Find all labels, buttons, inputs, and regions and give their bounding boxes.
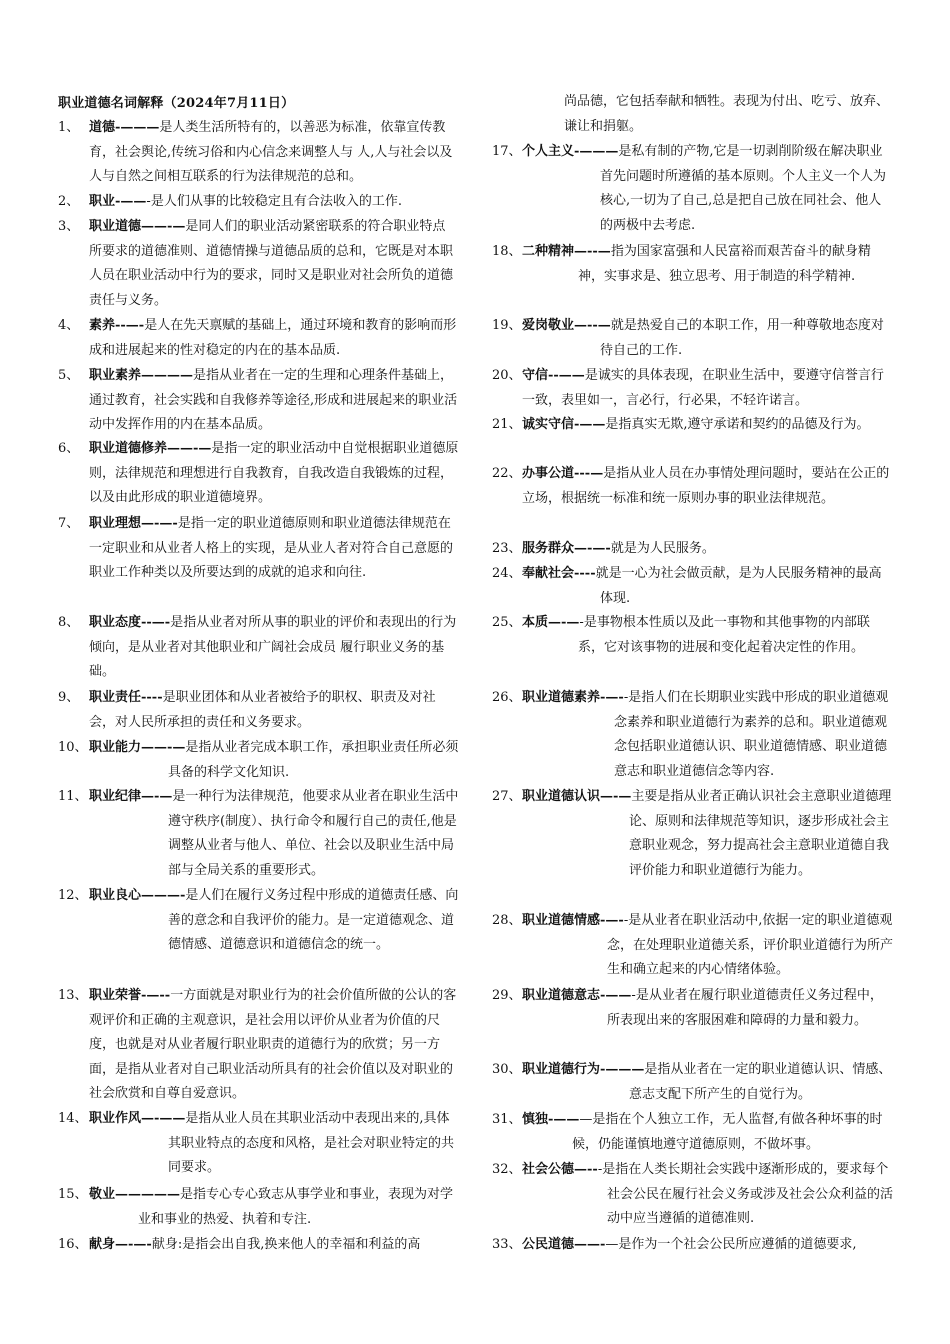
term-entry-32: 32、 社会公德—---是指在人类长期社会实践中逐渐形成的，要求每个社会公民在履行社会义务或涉及社会公众利益的活动中应当遵循的道德准则.: [492, 1162, 894, 1226]
term-entry-16: 16、 献身—-—-献身:是指会出自我,换来他人的幸福和利益的高: [58, 1237, 421, 1252]
term-entry-4: 4、 素养--—-是人在先天禀赋的基础上，通过环境和教育的影响而形成和进展起来的性对稳定的内在的基本品质.: [58, 318, 457, 358]
term-entry-21: 21、 诚实守信-——是指真实无欺,遵守承诺和契约的品德及行为。: [492, 417, 870, 432]
term-entry-11: 11、 职业纪律—-—是一种行为法律规范，他要求从业者在职业生活中遵守秩序(制度）、执行命令和履行自己的责任,他是调整从业者与他人、单位、社会以及职业生活中局部与全局关系的重要形式。: [58, 789, 459, 878]
term-entry-5: 5、 职业素养————是指从业者在一定的生理和心理条件基础上，通过教育，社会实践和自我修养等途径,形成和进展起来的职业活动中发挥作用的内在基本品质。: [58, 368, 458, 432]
term-entry-9: 9、 职业责任----是职业团体和从业者被给予的职权、职责及对社会，对人民所承担的责任和义务要求。: [58, 690, 436, 730]
term-entry-23: 23、 服务群众—-—-就是为人民服务。: [492, 541, 715, 556]
term-entry-18: 18、 二种精神—--—指为国家富强和人民富裕而艰苦奋斗的献身精神，实事求是、独立思考、用于制造的科学精神.: [492, 244, 871, 284]
term-entry-30: 30、 职业道德行为-———是指从业者在一定的职业道德认识、情感、意志支配下所产生的自觉行为。: [492, 1062, 892, 1102]
term-entry-1: 1、 道德-———是人类生活所特有的，以善恶为标准，依靠宣传教育，社会舆论,传统习俗和内心信念来调整人与 人,人与社会以及人与自然之间相互联系的行为法律规范的总和。: [58, 120, 453, 184]
term-entry-25: 25、 本质—-—-是事物根本性质以及此一事物和其他事物的内部联系，它对该事物的进展和变化起着决定性的作用。: [492, 615, 870, 655]
term-entry-17: 17、 个人主义-———是私有制的产物,它是一切剥削阶级在解决职业首先问题时所遵循的基本原则。个人主义一个人为核心,一切为了自己,总是把自己放在同社会、他人的两极中去考虑.: [492, 144, 887, 233]
term-entry-28: 28、 职业道德情感-—--是从业者在职业活动中,依据一定的职业道德观念，在处理职业道德关系，评价职业道德行为所产生和确立起来的内心情绪体验。: [492, 913, 894, 977]
continuation-text: 尚品德，它包括奉献和牺牲。表现为付出、吃亏、放弃、谦让和捐躯。: [564, 94, 890, 134]
term-entry-6: 6、 职业道德修养——-—是指一定的职业活动中自觉根据职业道德原则，法律规范和理想进行自我教育，自我改造自我锻炼的过程，以及由此形成的职业道德境界。: [58, 441, 459, 505]
term-entry-14: 14、 职业作风—-——是指从业人员在其职业活动中表现出来的,具体其职业特点的态度和风格，是社会对职业特定的共同要求。: [58, 1111, 455, 1175]
term-entry-12: 12、 职业良心———-是人们在履行义务过程中形成的道德责任感、向善的意念和自我评价的能力。是一定道德观念、道德情感、道德意识和道德信念的统一。: [58, 888, 459, 952]
term-entry-10: 10、 职业能力——-—是指从业者完成本职工作，承担职业责任所必须具备的科学文化知识.: [58, 740, 459, 780]
document-title: 职业道德名词解释（2024年7月11日）: [58, 96, 295, 111]
term-entry-7: 7、 职业理想—-—-是指一定的职业道德原则和职业道德法律规范在一定职业和从业者人格上的实现，是从业人者对符合自己意愿的职业工作种类以及所要达到的成就的追求和向往.: [58, 516, 454, 580]
term-entry-2: 2、 职业-——-是人们从事的比较稳定且有合法收入的工作.: [58, 194, 402, 209]
term-entry-8: 8、 职业态度--—-是指从业者对所从事的职业的评价和表现出的行为倾向，是从业者对其他职业和广阔社会成员 履行职业义务的基础。: [58, 615, 457, 679]
term-entry-22: 22、 办事公道---—是指从业人员在办事情处理问题时，要站在公正的立场，根据统一标准和统一原则办事的职业法律规范。: [492, 466, 890, 506]
term-entry-26: 26、 职业道德素养-—--是指人们在长期职业实践中形成的职业道德观念素养和职业道德行为素养的总和。职业道德观念包括职业道德认识、职业道德情感、职业道德意志和职业道德信念等内容.: [492, 690, 889, 779]
term-entry-29: 29、 职业道德意志-——-是从业者在履行职业道德责任义务过程中，所表现出来的客服困难和障碍的力量和毅力。: [492, 988, 883, 1028]
term-entry-15: 15、 敬业—————是指专心专心致志从事学业和事业，表现为对学业和事业的热爱、执着和专注.: [58, 1187, 454, 1227]
term-entry-13: 13、 职业荣誉-—--一方面就是对职业行为的社会价值所做的公认的客观评价和正确的主观意识，是社会用以评价从业者为价值的尺度，也就是对从业者履行职业职责的道德行为的欣赏；另一方面，是指从业者对自己职业活动所具有的社会价值以及对职业的社会欣赏和自尊自爱意识。: [58, 988, 457, 1101]
term-entry-31: 31、 慎独-———是指在个人独立工作，无人监督,有做各种坏事的时候，仍能谨慎地遵守道德原则，不做坏事。: [492, 1112, 883, 1152]
term-entry-27: 27、 职业道德认识—-—主要是指从业者正确认识社会主意职业道德理论、原则和法律规范等知识，逐步形成社会主意职业观念，努力提高社会主意职业道德自我评价能力和职业道德行为能力。: [492, 789, 892, 878]
term-entry-33: 33、 公民道德——-—是作为一个社会公民所应遵循的道德要求,: [492, 1237, 857, 1252]
term-entry-24: 24、 奉献社会----就是一心为社会做贡献，是为人民服务精神的最高体现.: [492, 566, 882, 606]
term-entry-3: 3、 职业道德——-—是同人们的职业活动紧密联系的符合职业特点 所要求的道德准则、道德情操与道德品质的总和，它既是对本职人员在职业活动中行为的要求，同时又是职业对社会所负的道德责任与义务。: [58, 219, 454, 308]
term-entry-20: 20、 守信--——是诚实的具体表现，在职业生活中，要遵守信誉言行一致，表里如一，言必行，行必果，不轻许诺言。: [492, 368, 884, 408]
term-entry-19: 19、 爱岗敬业—--—就是热爱自己的本职工作，用一种尊敬地态度对待自己的工作.: [492, 318, 884, 358]
